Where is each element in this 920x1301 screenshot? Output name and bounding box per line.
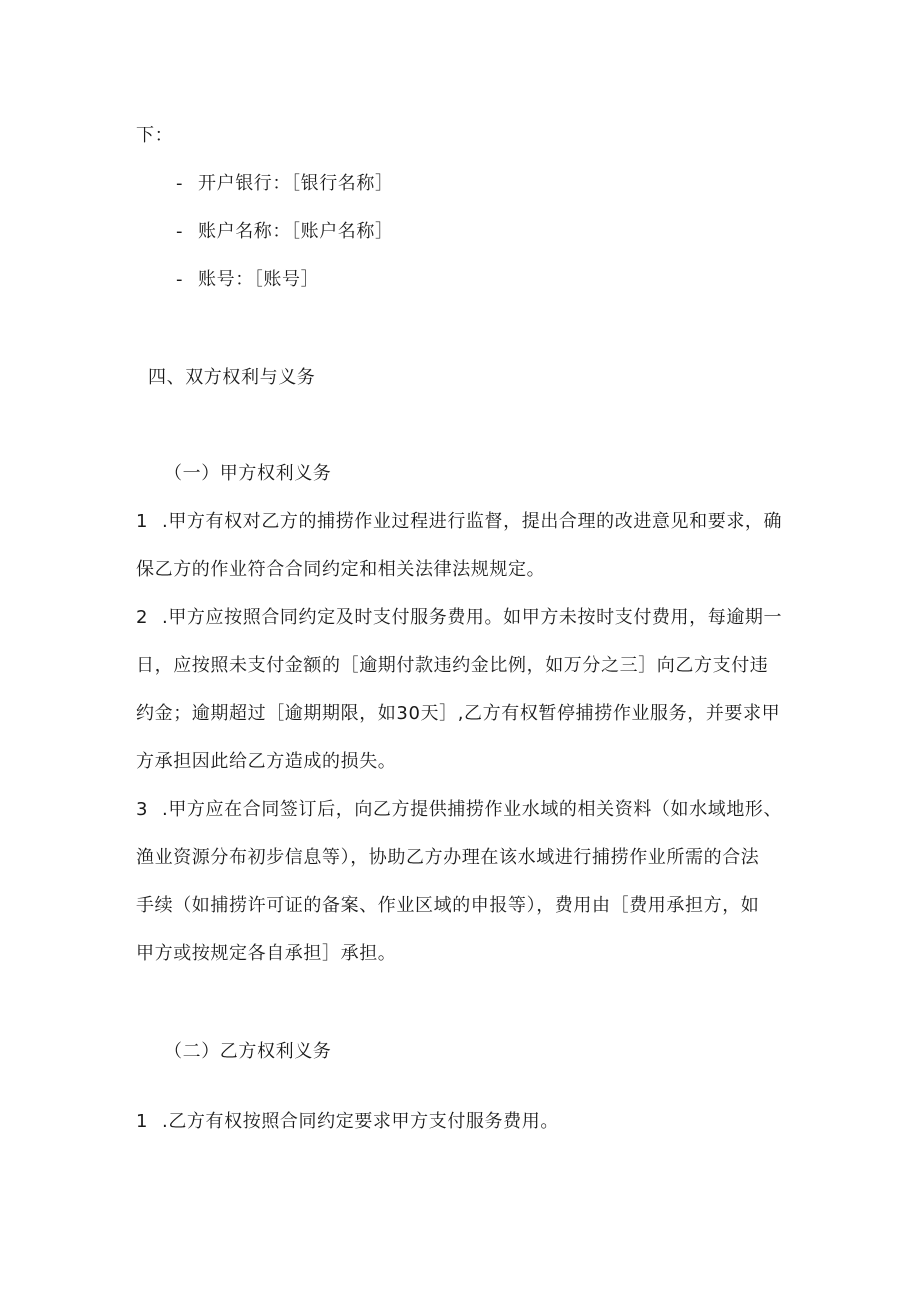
dash-bullet: - — [176, 173, 184, 194]
paragraph-line: .甲方有权对乙方的捕捞作业过程进行监督，提出合理的改进意见和要求，确 — [162, 511, 783, 532]
party-b-item-1 — [136, 1110, 559, 1134]
paragraph-line: 方承担因此给乙方造成的损失。 — [136, 751, 397, 772]
party-b-heading: （二）乙方权利义务 — [164, 1041, 332, 1062]
party-a-item-3 — [136, 798, 782, 822]
dash-bullet: - — [176, 269, 184, 290]
paragraph-line: .甲方应在合同签订后，向乙方提供捕捞作业水域的相关资料（如水域地形、 — [162, 799, 783, 820]
bank-info-item — [176, 220, 394, 244]
section-4-title: 四、双方权利与义务 — [148, 367, 316, 388]
account-name-text: 账户名称：［账户名称］ — [198, 221, 394, 242]
bank-name-text: 开户银行：［银行名称］ — [198, 173, 394, 194]
item-number: 1 — [136, 511, 149, 532]
paragraph-line: 手续（如捕捞许可证的备案、作业区域的申报等），费用由［费用承担方，如 — [136, 895, 760, 916]
paragraph-line: 甲方或按规定各自承担］承担。 — [136, 943, 397, 964]
bank-info-item — [176, 172, 394, 196]
item-number: 2 — [136, 607, 149, 628]
party-a-item-2 — [136, 606, 782, 630]
item-number: 3 — [136, 799, 149, 820]
bank-info-item — [176, 268, 319, 292]
paragraph-line: 渔业资源分布初步信息等），协助乙方办理在该水域进行捕捞作业所需的合法 — [136, 847, 760, 868]
item-number: 1 — [136, 1111, 149, 1132]
paragraph-line: .甲方应按照合同约定及时支付服务费用。如甲方未按时支付费用，每逾期一 — [162, 607, 783, 628]
party-a-heading: （一）甲方权利义务 — [164, 463, 332, 484]
paragraph-line: 保乙方的作业符合合同约定和相关法律法规规定。 — [136, 559, 546, 580]
account-number-text: 账号：［账号］ — [198, 269, 320, 290]
continuation-text: 下： — [136, 125, 174, 146]
paragraph-line: .乙方有权按照合同约定要求甲方支付服务费用。 — [162, 1111, 559, 1132]
party-a-item-1 — [136, 510, 782, 534]
dash-bullet: - — [176, 221, 184, 242]
paragraph-line: 约金；逾期超过［逾期期限，如30天］,乙方有权暂停捕捞作业服务，并要求甲 — [136, 703, 781, 724]
paragraph-line: 日，应按照未支付金额的［逾期付款违约金比例，如万分之三］向乙方支付违 — [136, 655, 769, 676]
